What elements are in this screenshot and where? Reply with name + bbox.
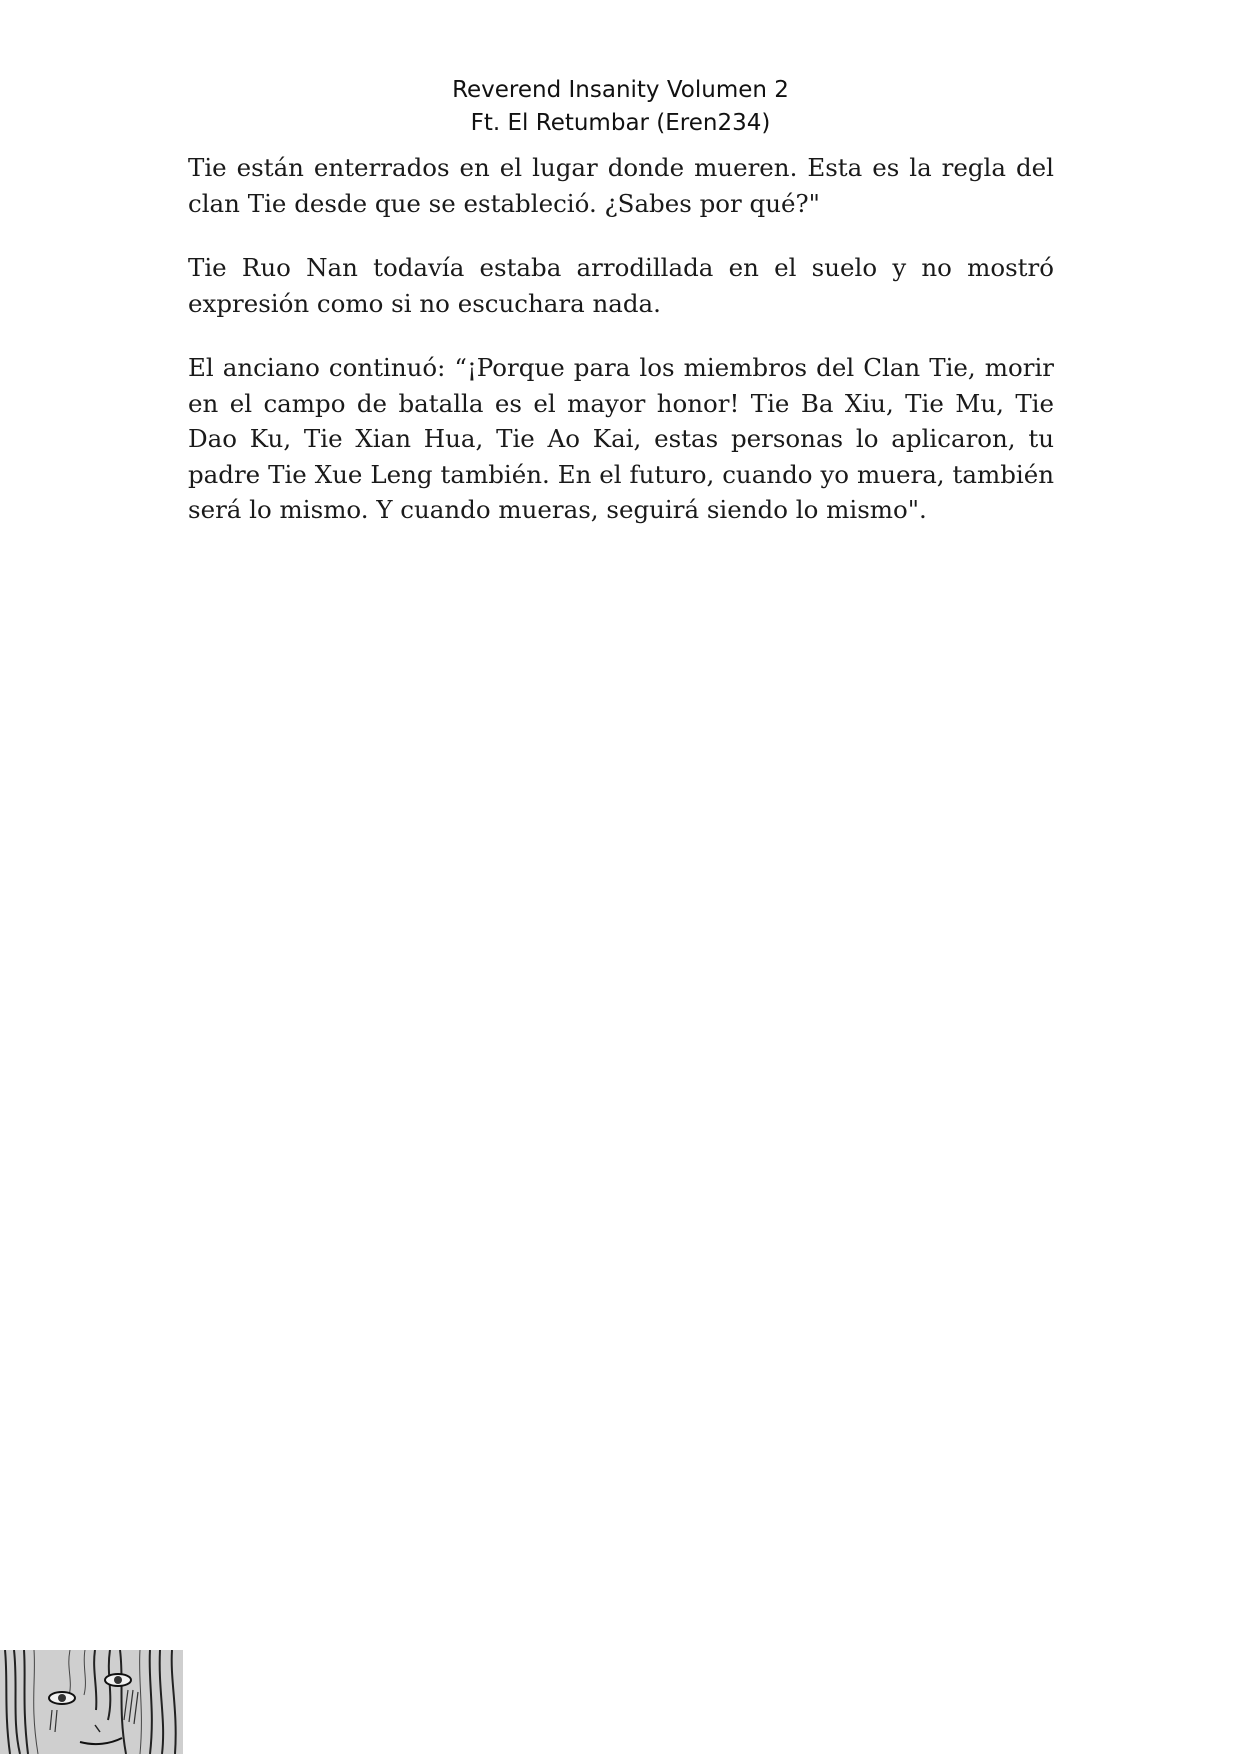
paragraph-1: Tie están enterrados en el lugar donde mueren. Esta es la regla del clan Tie desde que se estableció. ¿Sabes por qué?" bbox=[188, 153, 1054, 218]
manga-face-illustration bbox=[0, 1650, 183, 1754]
paragraph-3: El anciano continuó: “¡Porque para los miembros del Clan Tie, morir en el campo de batalla es el mayor honor! Tie Ba Xiu, Tie Mu, Tie Dao Ku, Tie Xian Hua, Tie Ao Kai, estas personas lo aplicaron, tu padre Tie Xue Leng también. En el futuro, cuando yo muera, también será lo mismo. Y cuando mueras, seguirá siendo lo mismo". bbox=[188, 353, 1054, 524]
book-title: Reverend Insanity Volumen 2 bbox=[452, 77, 789, 103]
chapter-text bbox=[188, 150, 1054, 528]
page-header bbox=[0, 74, 1241, 140]
manga-face-icon bbox=[0, 1650, 183, 1754]
book-subtitle: Ft. El Retumbar (Eren234) bbox=[470, 110, 771, 136]
paragraph-2: Tie Ruo Nan todavía estaba arrodillada en el suelo y no mostró expresión como si no escuchara nada. bbox=[188, 253, 1054, 318]
